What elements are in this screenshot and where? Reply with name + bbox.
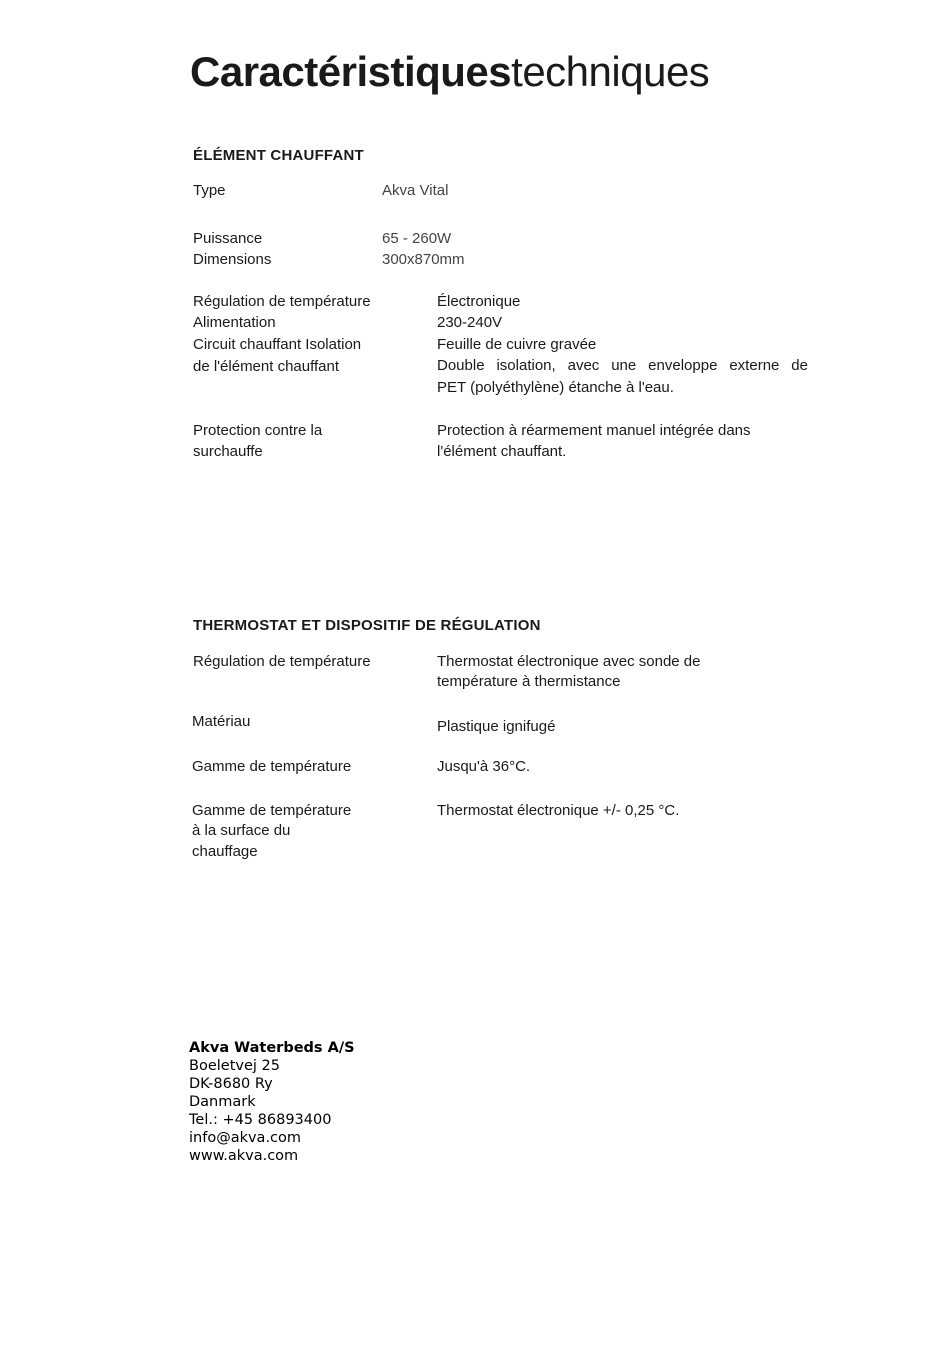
footer-web[interactable]: www.akva.com [189,1148,299,1164]
spec-label-materiau: Matériau [192,713,251,730]
spec-value-regulation-2-line2: température à thermistance [437,673,621,690]
spec-label-puissance: Puissance [193,230,263,247]
spec-label-circuit: Circuit chauffant Isolation [193,336,362,353]
page-title [190,44,709,100]
spec-value-dimensions: 300x870mm [382,251,465,268]
section-heading-element-chauffant: ÉLÉMENT CHAUFFANT [193,147,364,164]
spec-label-dimensions: Dimensions [193,251,272,268]
spec-value-regulation-2: Thermostat électronique avec sonde de [437,653,701,670]
footer-company: Akva Waterbeds A/S [189,1040,355,1056]
spec-label-protection: Protection contre la [193,422,323,439]
footer-address [189,1039,355,1165]
spec-label-protection-line2: surchauffe [193,443,263,460]
section-heading-thermostat: THERMOSTAT ET DISPOSITIF DE RÉGULATION [193,617,541,634]
spec-label-gamme: Gamme de température [192,758,352,775]
page-title-light: techniques [511,48,710,95]
spec-label-surface: Gamme de température [192,802,352,819]
footer-country: Danmark [189,1094,256,1110]
spec-label-regulation: Régulation de température [193,293,371,310]
spec-label-type: Type [193,182,226,199]
spec-value-puissance: 65 - 260W [382,230,452,247]
footer-tel: Tel.: +45 86893400 [189,1112,332,1128]
spec-value-protection: Protection à réarmement manuel intégrée dans [437,422,751,439]
spec-value-isolation: Double isolation, avec une enveloppe externe de [437,357,808,374]
footer-city: DK-8680 Ry [189,1076,273,1092]
spec-value-isolation-line2: PET (polyéthylène) étanche à l'eau. [437,379,674,396]
spec-value-type: Akva Vital [382,182,449,199]
spec-label-regulation-2: Régulation de température [193,653,371,670]
spec-value-protection-line2: l'élément chauffant. [437,443,567,460]
footer-street: Boeletvej 25 [189,1058,280,1074]
spec-label-alimentation: Alimentation [193,314,276,331]
spec-label-surface-line3: chauffage [192,843,258,860]
spec-value-alimentation: 230-240V [437,314,503,331]
spec-value-surface: Thermostat électronique +/- 0,25 °C. [437,802,680,819]
page-title-bold: Caractéristiques [190,48,512,95]
spec-value-gamme: Jusqu'à 36°C. [437,758,531,775]
spec-value-regulation: Électronique [437,293,521,310]
spec-value-materiau: Plastique ignifugé [437,718,556,735]
spec-value-circuit: Feuille de cuivre gravée [437,336,597,353]
spec-label-circuit-line2: de l'élément chauffant [193,358,340,375]
spec-label-surface-line2: à la surface du [192,822,291,839]
footer-email[interactable]: info@akva.com [189,1130,302,1146]
